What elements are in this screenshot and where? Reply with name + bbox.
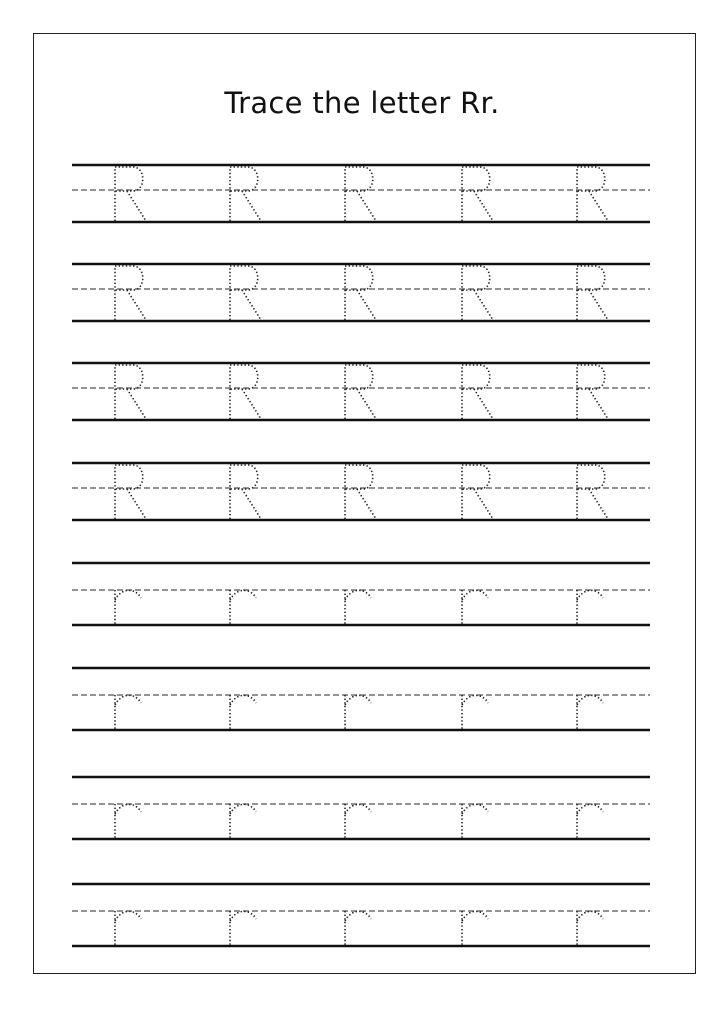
trace-letter-lowercase-r [462, 804, 488, 838]
trace-letter-lowercase-r [230, 590, 256, 624]
trace-letter-uppercase-r [345, 167, 376, 221]
trace-letter-lowercase-r [462, 695, 488, 729]
trace-letter-uppercase-r [577, 167, 608, 221]
trace-letter-uppercase-r [345, 266, 376, 320]
trace-letter-uppercase-r [462, 465, 493, 519]
trace-letter-uppercase-r [115, 167, 146, 221]
trace-letter-uppercase-r [230, 365, 261, 419]
trace-letter-uppercase-r [230, 266, 261, 320]
trace-letter-uppercase-r [230, 465, 261, 519]
trace-letter-lowercase-r [462, 911, 488, 945]
trace-letter-lowercase-r [345, 911, 371, 945]
trace-letter-uppercase-r [577, 465, 608, 519]
worksheet-title: Trace the letter Rr. [224, 86, 500, 120]
trace-letter-uppercase-r [577, 365, 608, 419]
trace-letter-lowercase-r [115, 590, 141, 624]
trace-letter-uppercase-r [577, 266, 608, 320]
trace-letter-lowercase-r [115, 695, 141, 729]
trace-letter-lowercase-r [577, 695, 603, 729]
trace-letter-lowercase-r [115, 911, 141, 945]
trace-letter-uppercase-r [230, 167, 261, 221]
trace-letter-uppercase-r [345, 365, 376, 419]
trace-letter-lowercase-r [230, 911, 256, 945]
trace-letter-uppercase-r [115, 266, 146, 320]
trace-letter-uppercase-r [345, 465, 376, 519]
trace-letter-lowercase-r [345, 590, 371, 624]
trace-letter-uppercase-r [115, 365, 146, 419]
trace-letter-lowercase-r [230, 695, 256, 729]
trace-letter-lowercase-r [462, 590, 488, 624]
trace-letter-uppercase-r [462, 365, 493, 419]
trace-letter-lowercase-r [345, 695, 371, 729]
trace-letter-uppercase-r [115, 465, 146, 519]
trace-letter-uppercase-r [462, 167, 493, 221]
trace-letter-uppercase-r [462, 266, 493, 320]
trace-letter-lowercase-r [577, 911, 603, 945]
trace-letter-lowercase-r [577, 804, 603, 838]
trace-letter-lowercase-r [577, 590, 603, 624]
trace-letter-lowercase-r [230, 804, 256, 838]
trace-letter-lowercase-r [345, 804, 371, 838]
trace-letter-lowercase-r [115, 804, 141, 838]
